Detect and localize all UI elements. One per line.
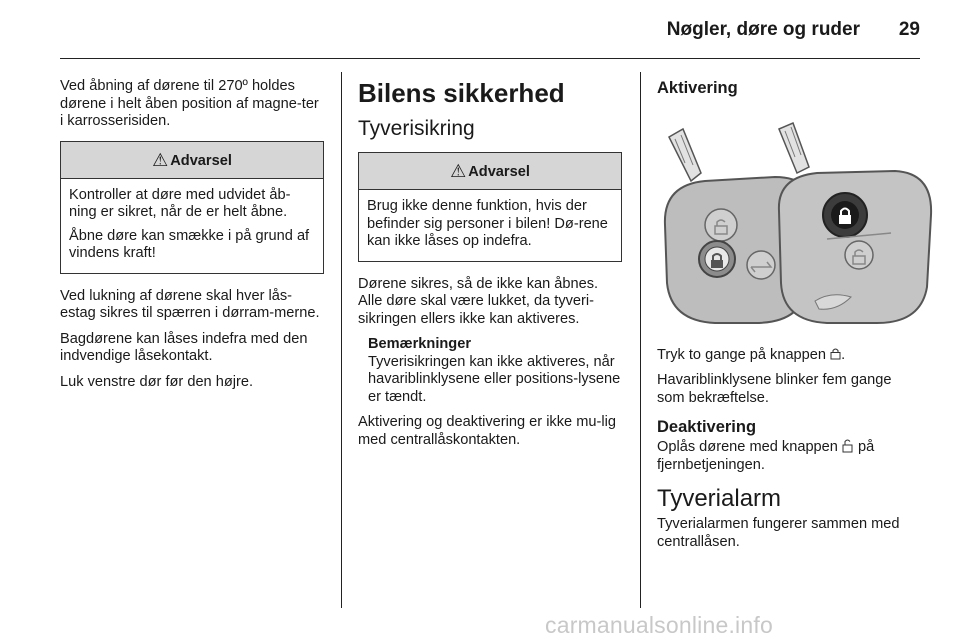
key-fob-illustration [655,115,945,327]
unlock-icon [842,438,854,453]
column-right [657,78,921,559]
warning-header: ⚠ Advarsel [359,153,621,190]
warning-header: ⚠ Advarsel [61,142,323,179]
deactivation-heading: Deaktivering [657,418,757,436]
intro-paragraph: Ved åbning af dørene til 270º holdes dørene i helt åben position af magne-ter i karrosserisiden. [60,78,319,129]
lock-icon [830,347,841,360]
note-label: Bemærkninger [368,336,471,352]
alarm-heading: Tyverialarm [657,485,782,512]
column-middle [358,78,622,457]
page-header-title: Nøgler, døre og ruder [666,19,860,40]
body-paragraph: Ved lukning af dørene skal hver lås-estag sikres til spærren i dørram-merne. [60,287,320,321]
section-heading: Bilens sikkerhed [358,78,565,108]
note-text: Tyverisikringen kan ikke aktiveres, når havariblinklysene eller positions-lysene er tændt. [368,353,621,405]
warning-box-doors [60,141,324,274]
body-paragraph: Luk venstre dør før den højre. [60,373,254,390]
warning-triangle-icon: ⚠ [450,161,467,181]
column-divider-left [341,72,342,608]
deactivation-paragraph: Oplås dørene med knappen på fjernbetjeningen. [657,439,875,473]
header-rule [60,58,920,59]
note-block [358,336,622,406]
column-divider-right [640,72,641,608]
warning-text: Brug ikke denne funktion, hvis der befinder sig personer i bilen! Dø-rene kan ikke låses op indefra. [367,198,608,249]
body-paragraph: Bagdørene kan låses indefra med den indvendige låsekontakt. [60,330,308,364]
warning-triangle-icon: ⚠ [152,149,169,170]
warning-text: Kontroller at døre med udvidet åb-ning er sikret, når de er helt åbne. [69,186,291,220]
body-paragraph: Dørene sikres, så de ikke kan åbnes. Alle døre skal være lukket, da tyveri-sikringen ellers ikke kan aktiveres. [358,275,599,327]
warning-box-antitheft [358,152,622,262]
body-paragraph: Aktivering og deaktivering er ikke mu-lig med centrallåskontakten. [358,414,616,448]
activation-heading: Aktivering [657,79,738,97]
activation-confirmation: Havariblinklysene blinker fem gange som bekræftelse. [657,372,892,406]
activation-paragraph: Tryk to gange på knappen . [657,346,846,363]
subsection-heading: Tyverisikring [358,117,475,140]
alarm-paragraph: Tyverialarmen fungerer sammen med centrallåsen. [657,516,900,550]
watermark: carmanualsonline.info [545,612,773,638]
warning-text: Åbne døre kan smække i på grund af vindens kraft! [69,227,310,261]
page-number: 29 [898,19,920,40]
column-left [60,78,324,399]
